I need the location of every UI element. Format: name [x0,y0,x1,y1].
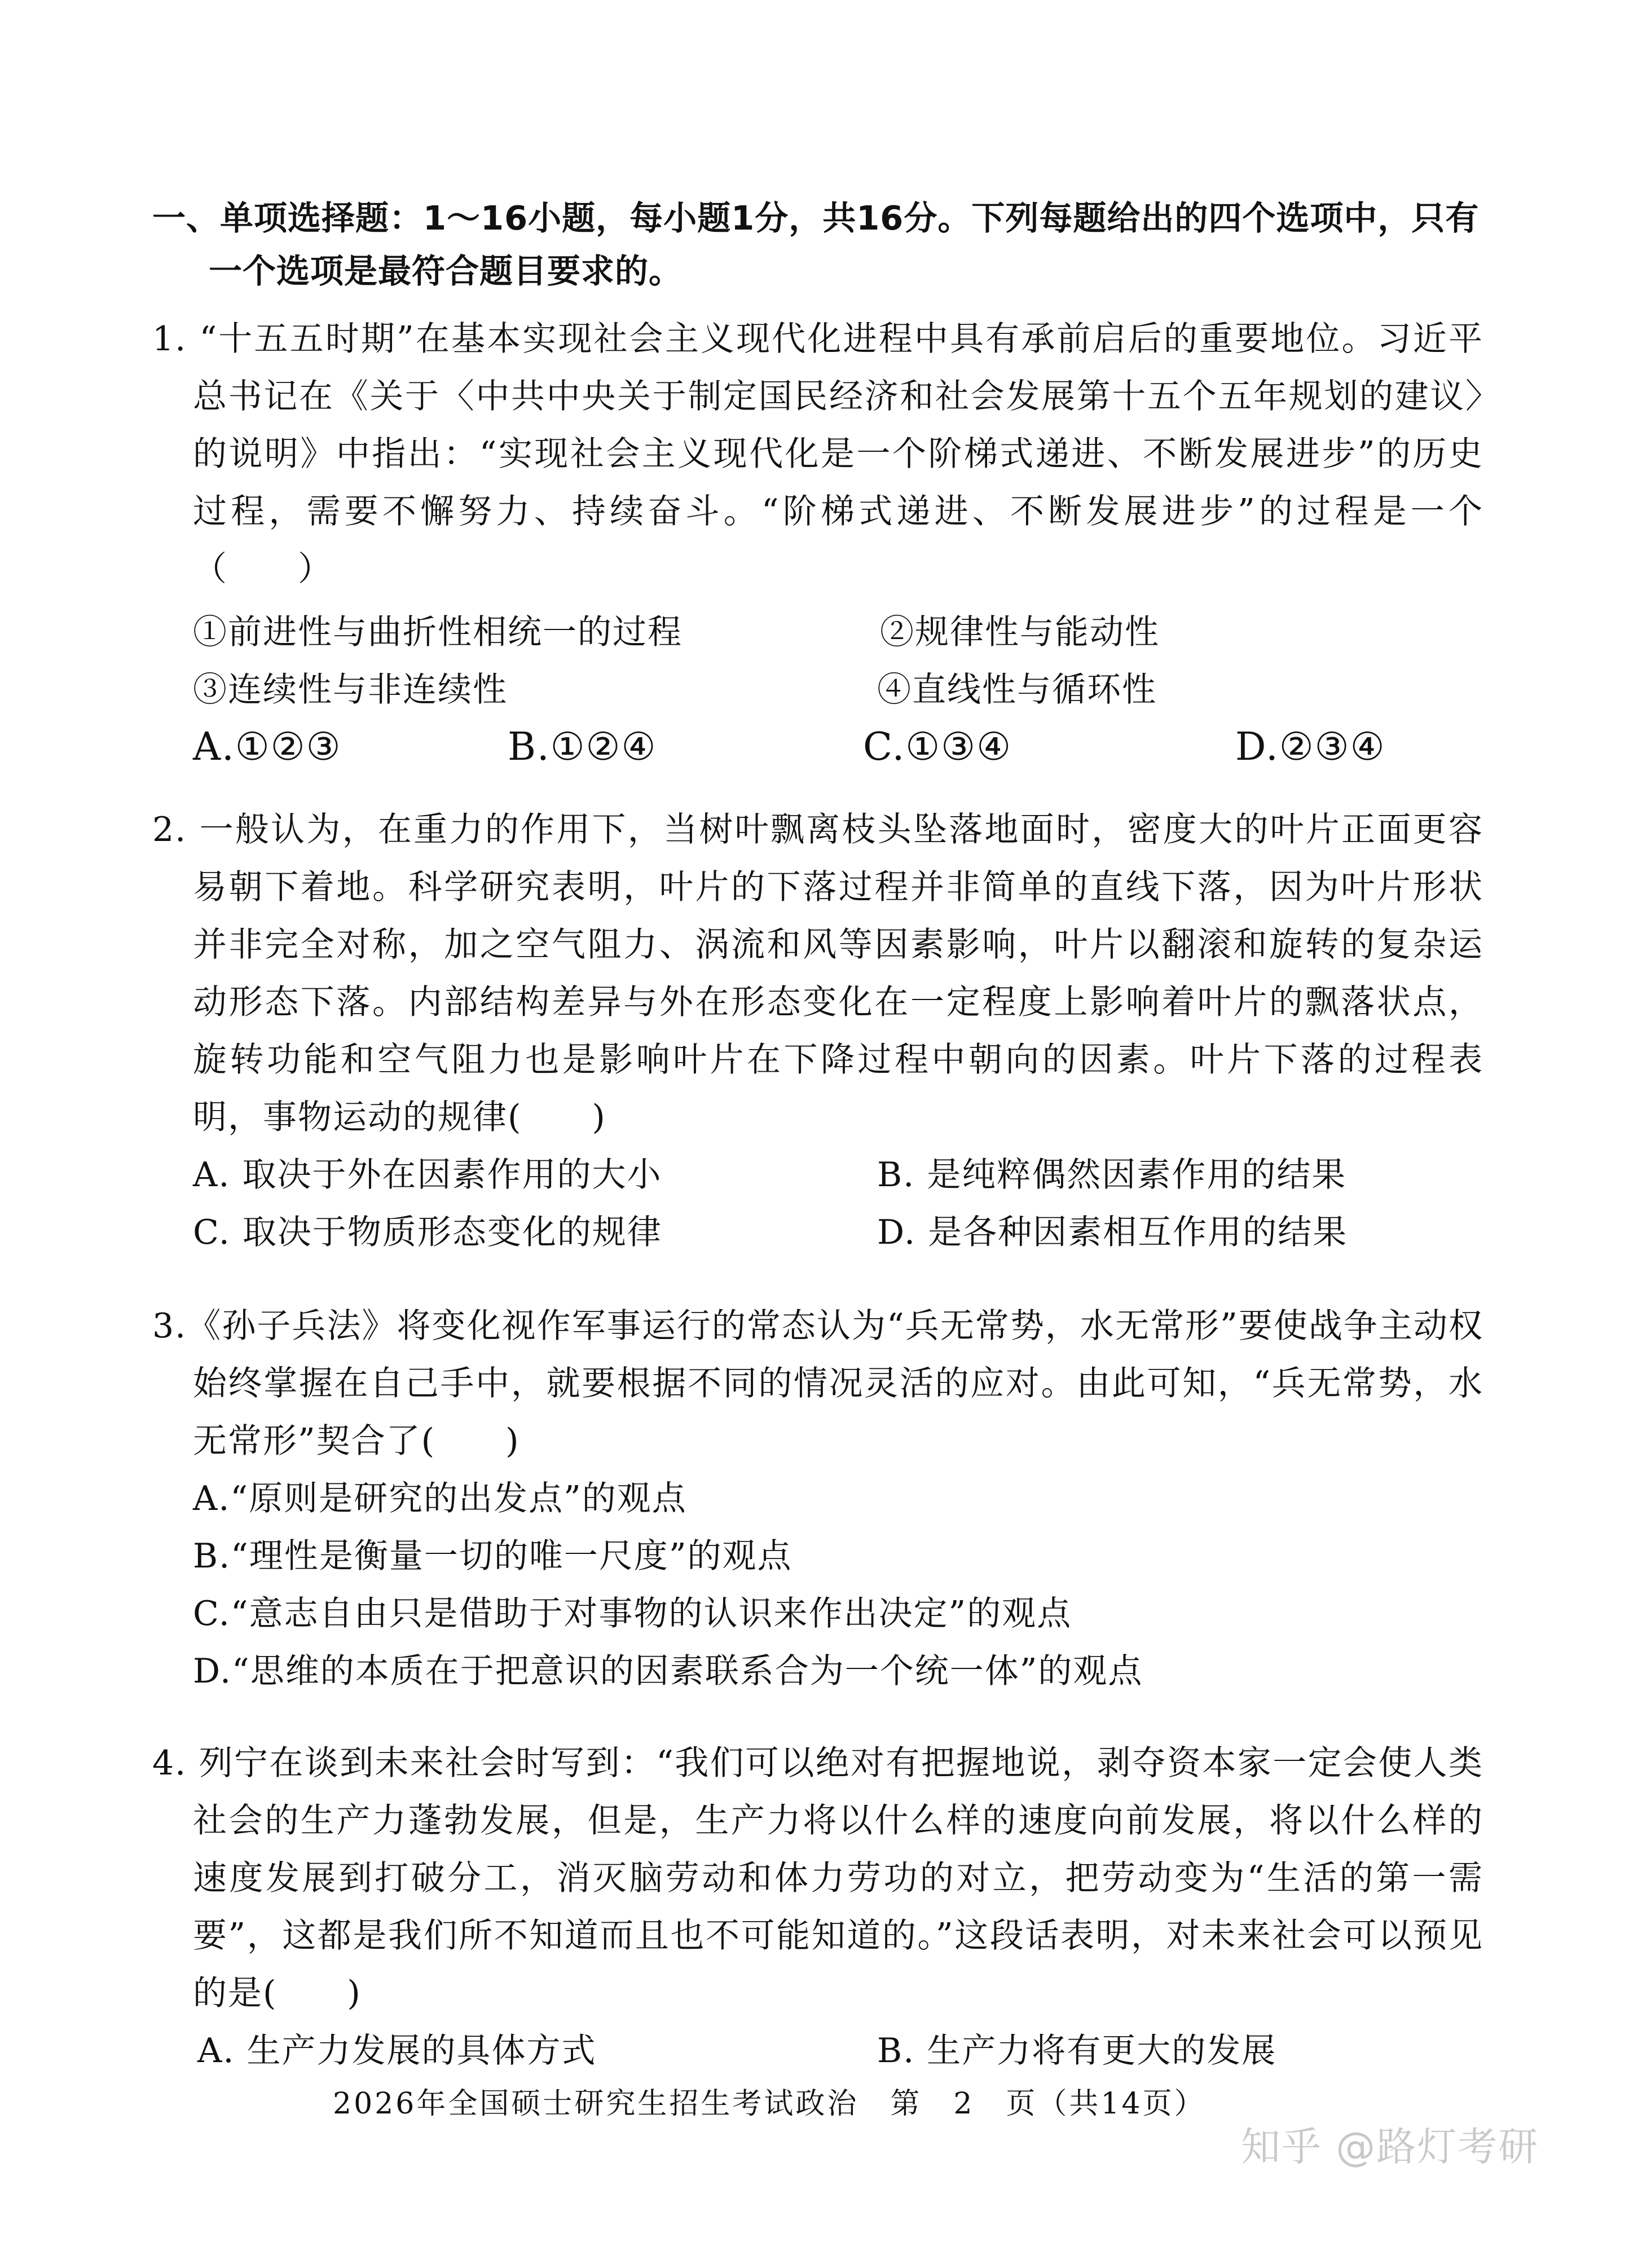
question-2-option-b[interactable]: B. 是纯粹偶然因素作用的结果 [877,1155,1347,1195]
question-1-items [152,604,1483,776]
section-heading-line2: 一个选项是最符合题目要求的。 [209,252,683,290]
question-1-item-2: ②规律性与能动性 [880,613,1160,652]
question-3 [152,1297,1483,1700]
question-1-stem: 1. “十五五时期”在基本实现社会主义现代化进程中具有承前启后的重要地位。习近平总书记在《关于〈中共中央关于制定国民经济和社会发展第十五个五年规划的建议〉的说明》中指出：“实现社会主义现代化是一个阶梯式递进、不断发展进步”的历史过程，需要不懈努力、持续奋斗。“阶梯式递进、不断发展进步”的过程是一个（ ） [152,319,1483,589]
question-2-option-a[interactable]: A. 取决于外在因素作用的大小 [193,1155,662,1195]
page-footer: 2026年全国硕士研究生招生考试政治 第 2 页（共14页） [333,2087,1206,2121]
question-4 [152,1734,1483,2080]
question-1-option-b[interactable]: B.①②④ [508,725,657,769]
question-2-option-d[interactable]: D. 是各种因素相互作用的结果 [877,1213,1348,1252]
question-4-stem: 4. 列宁在谈到未来社会时写到：“我们可以绝对有把握地说，剥夺资本家一定会使人类社会的生产力蓬勃发展，但是，生产力将以什么样的速度向前发展，将以什么样的速度发展到打破分工，消灭脑劳动和体力劳功的对立，把劳动变为“生活的第一需要”，这都是我们所不知道而且也不可能知道的。”这段话表明，对未来社会可以预见的是( ) [152,1743,1483,2013]
question-2-options [152,1146,1483,1261]
section-heading [152,192,1495,298]
question-1-item-1: ①前进性与曲折性相统一的过程 [193,613,683,652]
question-3-option-b[interactable]: B.“理性是衡量一切的唯一尺度”的观点 [193,1536,793,1576]
question-4-option-a[interactable]: A. 生产力发展的具体方式 [197,2031,597,2071]
question-4-option-b[interactable]: B. 生产力将有更大的发展 [877,2031,1277,2071]
question-1-option-c[interactable]: C.①③④ [863,725,1012,769]
watermark: 知乎 @路灯考研 [1241,2124,1539,2170]
question-3-option-c[interactable]: C.“意志自由只是借助于对事物的认识来作出决定”的观点 [193,1594,1072,1633]
question-3-options [152,1470,1483,1700]
question-1-item-3: ③连续性与非连续性 [193,670,508,710]
section-heading-line1: 一、单项选择题：1～16小题，每小题1分，共16分。下列每题给出的四个选项中，只有 [152,199,1480,237]
question-2-stem: 2. 一般认为，在重力的作用下，当树叶飘离枝头坠落地面时，密度大的叶片正面更容易朝下着地。科学研究表明，叶片的下落过程并非简单的直线下落，因为叶片形状并非完全对称，加之空气阻力、涡流和风等因素影响，叶片以翻滚和旋转的复杂运动形态下落。内部结构差异与外在形态变化在一定程度上影响着叶片的飘落状点，旋转功能和空气阻力也是影响叶片在下降过程中朝向的因素。叶片下落的过程表明，事物运动的规律( ) [152,810,1483,1137]
question-3-option-d[interactable]: D.“思维的本质在于把意识的因素联系合为一个统一体”的观点 [193,1652,1143,1691]
question-2 [152,801,1483,1261]
question-3-stem: 3.《孙子兵法》将变化视作军事运行的常态认为“兵无常势，水无常形”要使战争主动权始终掌握在自己手中，就要根据不同的情况灵活的应对。由此可知，“兵无常势，水无常形”契合了( ) [152,1306,1483,1461]
question-1-option-d[interactable]: D.②③④ [1235,725,1386,769]
question-1 [152,310,1483,776]
question-2-option-c[interactable]: C. 取决于物质形态变化的规律 [193,1213,662,1252]
question-1-option-a[interactable]: A.①②③ [193,725,342,769]
question-3-option-a[interactable]: A.“原则是研究的出发点”的观点 [193,1479,687,1518]
question-1-item-4: ④直线性与循环性 [877,670,1157,710]
question-4-options [152,2022,1483,2080]
